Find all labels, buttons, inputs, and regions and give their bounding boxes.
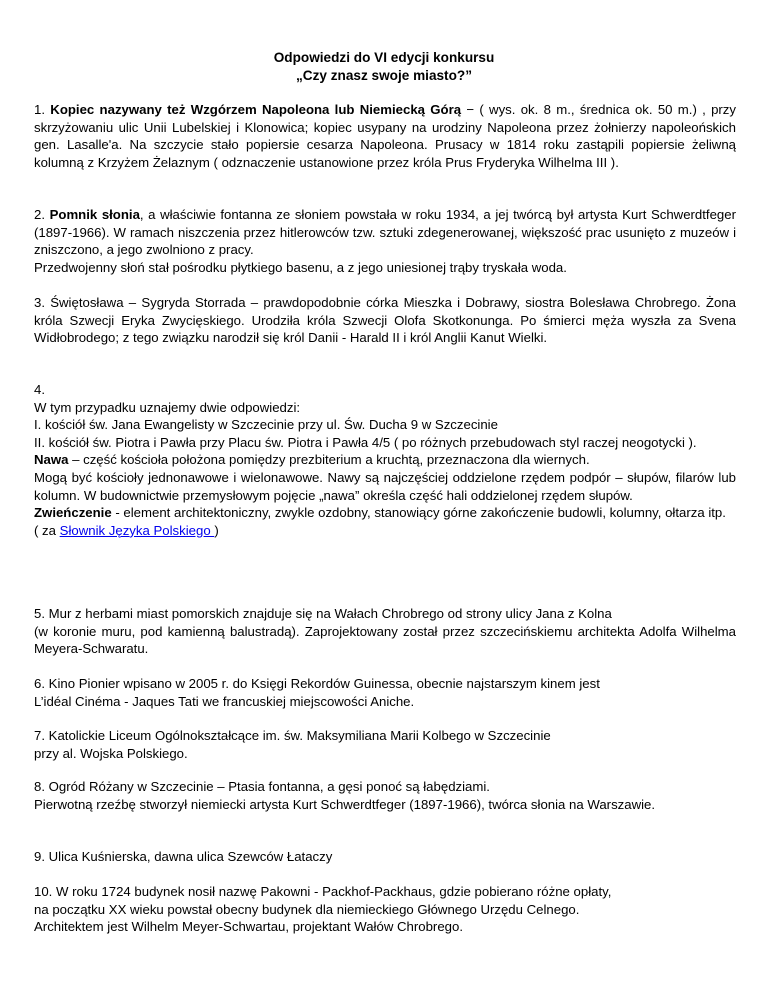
answer-4-intro: W tym przypadku uznajemy dwie odpowiedzi: xyxy=(34,399,301,415)
answer-7-line-2: przy al. Wojska Polskiego. xyxy=(34,745,188,761)
answer-1-heading: Kopiec nazywany też Wzgórzem Napoleona lub Niemiecką Górą xyxy=(50,102,462,117)
answer-9-line-1: 9. Ulica Kuśnierska, dawna ulica Szewców Łataczy xyxy=(34,849,333,864)
answer-2-line-2: Przedwojenny słoń stał pośrodku płytkiego basenu, a z jego uniesionej trąby tryskała woda. xyxy=(34,259,567,275)
document-title-line2: „Czy znasz swoje miasto?” xyxy=(295,68,472,83)
answer-2 xyxy=(34,206,736,276)
dictionary-link[interactable]: Słownik Języka Polskiego xyxy=(59,522,215,538)
nawa-term: Nawa xyxy=(34,452,69,468)
nawa-text: – część kościoła położona pomiędzy prezbiterium a kruchtą, przeznaczona dla wiernych. xyxy=(68,452,590,468)
answer-2-number: 2. xyxy=(34,207,50,222)
zwienczenie-term: Zwieńczenie xyxy=(34,505,112,521)
answer-7-line-1: 7. Katolickie Liceum Ogólnokształcące im. św. Maksymiliana Marii Kolbego w Szczecinie xyxy=(34,728,551,743)
answer-2-paragraph xyxy=(34,206,736,259)
answer-10-line-3: Architektem jest Wilhelm Meyer-Schwartau, projektant Wałów Chrobrego. xyxy=(34,919,463,935)
answer-7 xyxy=(34,727,736,762)
answer-6 xyxy=(34,675,736,710)
answer-4-source xyxy=(34,522,736,540)
answer-4 xyxy=(34,381,736,539)
answer-8-text: Pierwotną rzeźbę stworzył niemiecki artysta Kurt Schwerdtfeger (1897-1966), twórca słonia na Warszawie. xyxy=(34,796,656,812)
answer-10-line-1: 10. W roku 1724 budynek nosił nazwę Pakowni - Packhof-Packhaus, gdzie pobierano różne opłaty, xyxy=(34,884,612,899)
answer-6-line-1: 6. Kino Pionier wpisano w 2005 r. do Księgi Rekordów Guinessa, obecnie najstarszym kinem jest xyxy=(34,676,600,691)
answer-3: 3. Świętosława – Sygryda Storrada – prawdopodobnie córka Mieszka i Dobrawy, siostra Bolesława Chrobrego. Żona króla Szwecji Eryka Zwycięskiego. Urodziła króla Szwecji Olofa Skotkonunga. Po śmierci męża wyszła za Svena Widłobrodego; z tego związku narodził się król Danii - Harald II i król Anglii Kanut Wielki. xyxy=(34,295,736,346)
answer-2-heading: Pomnik słonia xyxy=(49,207,140,222)
answer-2-text: , a właściwie fontanna ze słoniem powstała w roku 1934, a jej twórcą był artysta Kurt Schwerdtfeger (1897-1966). W ramach niszczenia przez hitlerowców tzw. sztuki zdegenerowanej, większość prac usunięto z muzeów i zniszczono, a jego zwolniono z pracy. xyxy=(34,207,736,258)
answer-5-line-2: (w koronie muru, pod kamienną balustradą). Zaprojektowany został przez szczecińskiemu architekta Adolfa Wilhelma Meyera-Schwaratu. xyxy=(34,623,736,657)
answer-8 xyxy=(34,778,736,813)
answer-5-line-1: 5. Mur z herbami miast pomorskich znajduje się na Wałach Chrobrego od strony ulicy Jana z Kolna xyxy=(34,606,612,621)
answer-9 xyxy=(34,848,736,866)
source-suffix: ) xyxy=(214,522,219,538)
answer-4-item-1: I. kościół św. Jana Ewangelisty w Szczecinie przy ul. Św. Ducha 9 w Szczecinie xyxy=(34,417,498,433)
answer-8-line-1: 8. Ogród Różany w Szczecinie – Ptasia fontanna, a gęsi ponoć są łabędziami. xyxy=(34,779,490,794)
answer-4-number: 4. xyxy=(34,382,45,397)
answer-4-zwienczenie-definition xyxy=(34,504,736,522)
answer-6-line-2: L’idéal Cinéma - Jaques Tati we francuskiej miejscowości Aniche. xyxy=(34,693,415,709)
answer-4-nawa-definition xyxy=(34,451,736,469)
answer-1 xyxy=(34,101,736,171)
zwienczenie-text: - element architektoniczny, zwykle ozdobny, stanowiący górne zakończenie budowli, kolumny, ołtarza itp. xyxy=(111,505,726,521)
document-title-line1: Odpowiedzi do VI edycji konkursu xyxy=(273,50,495,65)
answer-1-number: 1. xyxy=(34,102,51,117)
answer-10 xyxy=(34,883,736,936)
answer-4-item-2: II. kościół św. Piotra i Pawła przy Placu św. Piotra i Pawła 4/5 ( po różnych przebudowach styl raczej neogotycki ). xyxy=(34,434,697,450)
source-prefix: ( za xyxy=(34,522,60,538)
answer-5 xyxy=(34,605,736,658)
answer-10-line-2: na początku XX wieku powstał obecny budynek dla niemieckiego Głównego Urzędu Celnego. xyxy=(34,901,580,917)
answer-4-nawa-more: Mogą być kościoły jednonawowe i wielonawowe. Nawy są najczęściej oddzielone rzędem podpór – słupów, filarów lub kolumn. W budownictwie przemysłowym pojęcie „nawa” określa część hali oddzielonej rzędem słupów. xyxy=(34,469,736,503)
answer-1-text: − ( wys. ok. 8 m., średnica ok. 50 m.) , przy skrzyżowaniu ulic Unii Lubelskiej i Klonowica; kopiec usypany na urodziny Napoleona przez żołnierzy napoleońskich gen. Lasalle'a. Na szczycie stało popiersie cesarza Napoleona. Prusacy w 1814 roku zastąpili popiersie żeliwną kolumną z Krzyżem Żelaznym ( odznaczenie ustanowione przez króla Prus Fryderyka Wilhelma III ). xyxy=(34,102,736,170)
